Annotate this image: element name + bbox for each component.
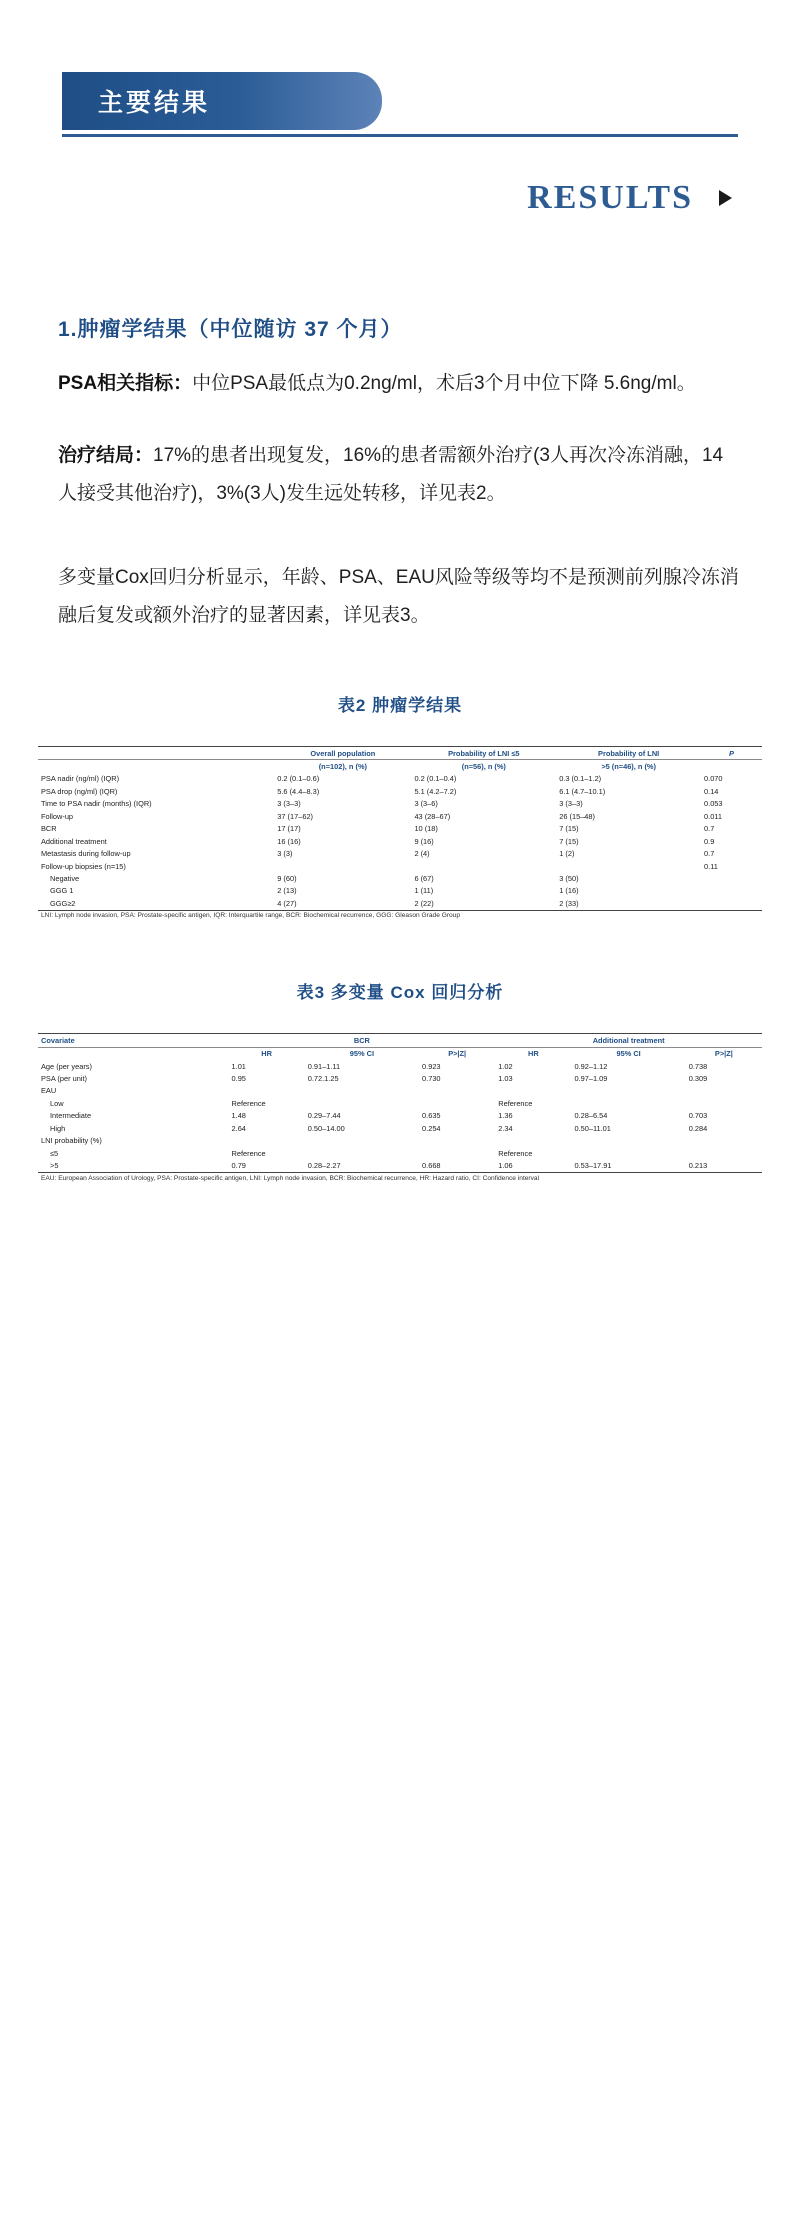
row-value: 0.2 (0.1–0.4) [414, 774, 457, 784]
paragraph-outcome-lead: 治疗结局： [58, 445, 154, 466]
table3-sub-hr-add: HR [528, 1049, 539, 1059]
row-value [305, 1097, 419, 1109]
row-value: 0.011 [704, 811, 722, 821]
table3-footnote-row [38, 1172, 762, 1184]
results-heading-row [62, 179, 738, 217]
row-value: 43 (28–67) [414, 811, 451, 821]
table2-caption: 表2 肿瘤学结果 [337, 696, 463, 715]
row-label: >5 [50, 1161, 59, 1171]
table-row [38, 860, 762, 872]
row-label: Time to PSA nadir (months) (IQR) [41, 799, 152, 809]
row-label: Follow-up biopsies (n=15) [41, 861, 126, 871]
row-value: 1 (2) [559, 849, 575, 859]
paragraph-psa [58, 365, 742, 403]
table2-sub3: >5 (n=46), n (%) [601, 762, 656, 772]
row-value: 0.11 [704, 861, 718, 871]
table3-header-row-1 [38, 1034, 762, 1047]
row-value: 37 (17–62) [277, 811, 314, 821]
paragraph-outcome [58, 437, 742, 513]
table2-col4: P [729, 748, 734, 758]
table-row [38, 872, 762, 884]
row-value: 0.7 [704, 824, 715, 834]
table2-header-row-1 [38, 747, 762, 760]
table2-head [38, 747, 762, 773]
row-value: 0.14 [704, 786, 719, 796]
row-value: 10 (18) [414, 824, 438, 834]
row-value: 1 (11) [414, 886, 434, 896]
table-row [38, 1110, 762, 1122]
row-value: 0.070 [704, 774, 723, 784]
row-value: 0.213 [688, 1161, 708, 1171]
row-value: 3 (3–6) [414, 799, 438, 809]
row-value [419, 1135, 495, 1147]
table-row [38, 1135, 762, 1147]
row-value: 4 (27) [277, 898, 297, 908]
row-value: 0.53–17.91 [574, 1161, 612, 1171]
row-value: 17 (17) [277, 824, 301, 834]
row-value: 0.97–1.09 [574, 1074, 608, 1084]
row-value: 7 (15) [559, 824, 579, 834]
table-row [38, 885, 762, 897]
row-value [274, 860, 411, 872]
triangle-right-icon [719, 190, 732, 206]
table3-sub-ci-bcr: 95% CI [349, 1049, 375, 1059]
row-value [686, 1085, 762, 1097]
row-label: Metastasis during follow-up [41, 849, 131, 859]
table2-footnote: LNI: Lymph node invasion, PSA: Prostate-specific antigen, IQR: Interquartile range, BCR: Biochemical recurrence, GGG: Gleason Grade Group [38, 910, 762, 922]
table3-sub-hr-bcr: HR [261, 1049, 272, 1059]
banner-bar [62, 72, 382, 130]
paragraph-psa-lead: PSA相关指标： [58, 373, 193, 394]
table-row [38, 1122, 762, 1134]
row-value: 0.50–14.00 [307, 1123, 345, 1133]
row-value [701, 885, 762, 897]
table-oncologic-outcomes [38, 746, 762, 922]
row-value: 5.6 (4.4–8.3) [277, 786, 320, 796]
table-row [38, 1097, 762, 1109]
results-heading: RESULTS [527, 179, 693, 216]
row-value [701, 872, 762, 884]
row-value [556, 860, 701, 872]
row-value: 1.02 [498, 1061, 513, 1071]
row-value: 3 (50) [559, 873, 579, 883]
row-value: 2 (22) [414, 898, 434, 908]
row-value [571, 1097, 685, 1109]
row-value [305, 1135, 419, 1147]
row-value: Reference [231, 1148, 266, 1158]
table2-footnote-row [38, 910, 762, 922]
table2-sub2: (n=56), n (%) [461, 762, 506, 772]
table2-col2: Probability of LNI ≤5 [448, 748, 520, 758]
row-value: 0.50–11.01 [574, 1123, 611, 1133]
page-header [0, 72, 800, 217]
row-value [229, 1085, 305, 1097]
banner-title: 主要结果 [98, 89, 211, 117]
row-value: 16 (16) [277, 836, 301, 846]
row-value [419, 1097, 495, 1109]
row-value [411, 860, 556, 872]
row-value: 3 (3–3) [559, 799, 583, 809]
row-value: 0.2 (0.1–0.6) [277, 774, 320, 784]
row-value: 2 (33) [559, 898, 579, 908]
table-row [38, 848, 762, 860]
table-row [38, 1072, 762, 1084]
row-value: 0.309 [688, 1074, 708, 1084]
row-value: 6 (67) [414, 873, 434, 883]
table-cox-regression [38, 1033, 762, 1184]
table2-col3: Probability of LNI [598, 748, 660, 758]
row-value: 3 (3–3) [277, 799, 301, 809]
table3-caption: 表3 多变量 Cox 回归分析 [296, 983, 504, 1003]
table-row [38, 823, 762, 835]
article-body [0, 313, 800, 635]
table2-col1: Overall population [310, 748, 376, 758]
row-value: Reference [498, 1148, 533, 1158]
table3-sub-p-bcr: P>|Z| [448, 1049, 467, 1059]
table-row [38, 773, 762, 785]
row-label: GGG 1 [50, 886, 74, 896]
document-page [0, 72, 800, 2224]
row-label: Negative [50, 873, 80, 883]
table-row [38, 798, 762, 810]
table-row [38, 1085, 762, 1097]
row-value: 2.34 [498, 1123, 513, 1133]
table3-body [38, 1060, 762, 1172]
row-value [571, 1085, 685, 1097]
row-value [686, 1135, 762, 1147]
row-value: 0.92–1.12 [574, 1061, 608, 1071]
row-label: BCR [41, 824, 57, 834]
row-label: PSA nadir (ng/ml) (IQR) [41, 774, 120, 784]
row-value: 0.254 [422, 1123, 441, 1133]
table-row [38, 897, 762, 910]
row-value: 0.053 [704, 799, 723, 809]
row-value: 0.28–2.27 [307, 1161, 341, 1171]
row-label: PSA (per unit) [41, 1074, 88, 1084]
row-value: 0.79 [231, 1161, 246, 1171]
row-label: Additional treatment [41, 836, 107, 846]
row-value: 0.923 [422, 1061, 441, 1071]
row-value [571, 1147, 685, 1159]
row-label: EAU [41, 1086, 57, 1096]
section-heading: 1.肿瘤学结果（中位随访 37 个月） [58, 318, 403, 341]
row-value: 2.64 [231, 1123, 246, 1133]
row-value: 5.1 (4.2–7.2) [414, 786, 457, 796]
row-label: Age (per years) [41, 1061, 92, 1071]
row-value: 3 (3) [277, 849, 293, 859]
table3-group-additional: Additional treatment [592, 1035, 665, 1045]
row-value: 1.01 [231, 1061, 246, 1071]
row-value: 26 (15–48) [559, 811, 595, 821]
row-value: 0.9 [704, 836, 715, 846]
row-value: 1.36 [498, 1111, 513, 1121]
paragraph-outcome-text: 17%的患者出现复发，16%的患者需额外治疗(3人再次冷冻消融，14人接受其他治疗)，3%(3人)发生远处转移，详见表2。 [58, 445, 724, 504]
banner-row [62, 72, 738, 130]
table-row [38, 1147, 762, 1159]
header-divider [62, 134, 738, 137]
table3-header-row-2 [38, 1047, 762, 1060]
row-value [571, 1135, 685, 1147]
row-value: 1.48 [231, 1111, 246, 1121]
table3-foot [38, 1172, 762, 1184]
row-label: ≤5 [50, 1148, 59, 1158]
table-row [38, 810, 762, 822]
row-label: High [50, 1123, 66, 1133]
row-value [305, 1147, 419, 1159]
table3-sub-blank [38, 1047, 229, 1060]
row-value [419, 1147, 495, 1159]
row-value: 2 (4) [414, 849, 430, 859]
row-value [686, 1147, 762, 1159]
table2-wrap [0, 746, 800, 922]
table3-footnote: EAU: European Association of Urology, PSA: Prostate-specific antigen, LNI: Lymph node invasion, BCR: Biochemical recurrence, HR: Hazard ratio, CI: Confidence interval [38, 1172, 762, 1184]
row-label: Follow-up [41, 811, 74, 821]
row-value: 9 (60) [277, 873, 297, 883]
row-label: PSA drop (ng/ml) (IQR) [41, 786, 118, 796]
row-value: Reference [498, 1098, 533, 1108]
row-value: 0.91–1.11 [307, 1061, 341, 1071]
row-value [305, 1085, 419, 1097]
row-value: 6.1 (4.7–10.1) [559, 786, 606, 796]
row-value: 0.29–7.44 [307, 1111, 341, 1121]
row-value [495, 1135, 571, 1147]
table3-wrap [0, 1033, 800, 1184]
row-value: 0.730 [422, 1074, 441, 1084]
row-value [686, 1097, 762, 1109]
row-value: 1.06 [498, 1161, 513, 1171]
table2-sub4 [701, 760, 762, 773]
row-label: Intermediate [50, 1111, 92, 1121]
table3-col-covariate: Covariate [41, 1035, 75, 1045]
table3-group-bcr: BCR [353, 1035, 370, 1045]
row-value: 0.7 [704, 849, 715, 859]
row-label: GGG≥2 [50, 898, 76, 908]
table2-foot [38, 910, 762, 922]
row-value: 9 (16) [414, 836, 434, 846]
table2-body [38, 773, 762, 910]
row-value [419, 1085, 495, 1097]
row-value: 0.28–6.54 [574, 1111, 608, 1121]
row-value: 1.03 [498, 1074, 513, 1084]
row-value: 0.738 [688, 1061, 708, 1071]
table3-sub-ci-add: 95% CI [616, 1049, 641, 1059]
row-value: 1 (16) [559, 886, 579, 896]
table-row [38, 1060, 762, 1072]
table2-sub1: (n=102), n (%) [318, 762, 367, 772]
row-value [495, 1085, 571, 1097]
table2-sub0 [38, 760, 274, 773]
row-value: 2 (13) [277, 886, 297, 896]
table2-col0 [38, 747, 274, 760]
row-value [701, 897, 762, 910]
table3-head [38, 1034, 762, 1060]
row-value: 0.284 [688, 1123, 708, 1133]
table2-header-row-2 [38, 760, 762, 773]
row-label: LNI probability (%) [41, 1136, 102, 1146]
row-value: Reference [231, 1098, 266, 1108]
table-row [38, 835, 762, 847]
table3-sub-p-add: P>|Z| [714, 1049, 733, 1059]
row-value: 0.95 [231, 1074, 246, 1084]
row-value: 0.703 [688, 1111, 708, 1121]
row-value: 0.3 (0.1–1.2) [559, 774, 602, 784]
table-row [38, 785, 762, 797]
paragraph-psa-text: 中位PSA最低点为0.2ng/ml，术后3个月中位下降 5.6ng/ml。 [192, 373, 696, 394]
row-value: 0.668 [422, 1161, 441, 1171]
row-value [229, 1135, 305, 1147]
row-value: 0.635 [422, 1111, 441, 1121]
row-value: 7 (15) [559, 836, 579, 846]
row-value: 0.72.1.25 [307, 1074, 339, 1084]
paragraph-cox: 多变量Cox回归分析显示，年龄、PSA、EAU风险等级等均不是预测前列腺冷冻消融后复发或额外治疗的显著因素，详见表3。 [58, 567, 739, 626]
row-label: Low [50, 1098, 64, 1108]
table-row [38, 1159, 762, 1172]
